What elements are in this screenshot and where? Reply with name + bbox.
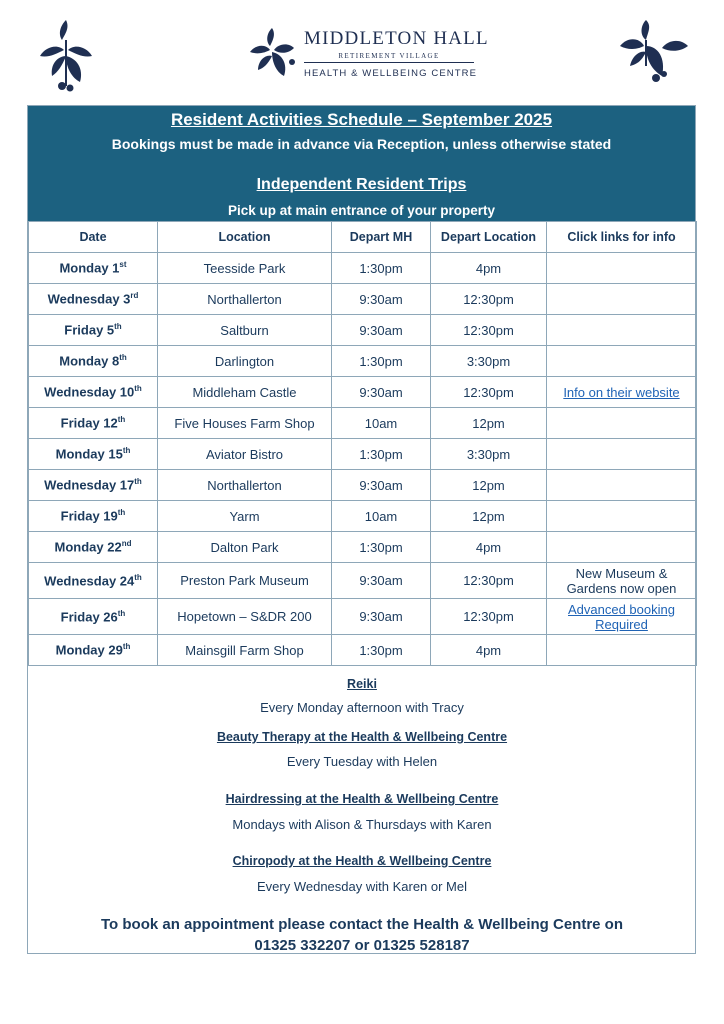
depart-mh-cell: 9:30am	[332, 563, 431, 599]
info-cell	[547, 635, 697, 666]
table-row	[29, 635, 697, 666]
table-row	[29, 470, 697, 501]
location-cell: Hopetown – S&DR 200	[158, 599, 332, 635]
date-cell: Wednesday 24th	[29, 563, 158, 599]
date-cell: Wednesday 3rd	[29, 284, 158, 315]
table-header-row	[29, 222, 697, 253]
date-cell: Wednesday 17th	[29, 470, 158, 501]
booking-contact	[28, 914, 696, 956]
reiki-text: Every Monday afternoon with Tracy	[260, 700, 464, 715]
date-cell: Monday 22nd	[29, 532, 158, 563]
depart-mh-cell: 9:30am	[332, 377, 431, 408]
column-header: Depart Location	[431, 222, 547, 253]
column-header: Location	[158, 222, 332, 253]
location-cell: Mainsgill Farm Shop	[158, 635, 332, 666]
depart-location-cell: 12pm	[431, 470, 547, 501]
info-cell	[547, 501, 697, 532]
table-row	[29, 253, 697, 284]
depart-location-cell: 12pm	[431, 408, 547, 439]
date-cell: Friday 26th	[29, 599, 158, 635]
chiropody-title: Chiropody at the Health & Wellbeing Centre	[232, 854, 492, 868]
depart-mh-cell: 9:30am	[332, 284, 431, 315]
booking-phone-numbers: 01325 332207 or 01325 528187	[254, 937, 470, 954]
info-cell	[547, 284, 697, 315]
table-row	[29, 346, 697, 377]
column-header: Depart MH	[332, 222, 431, 253]
date-cell: Monday 1st	[29, 253, 158, 284]
table-row	[29, 408, 697, 439]
depart-mh-cell: 1:30pm	[332, 439, 431, 470]
depart-mh-cell: 1:30pm	[332, 532, 431, 563]
location-cell: Teesside Park	[158, 253, 332, 284]
depart-mh-cell: 10am	[332, 408, 431, 439]
location-cell: Northallerton	[158, 284, 332, 315]
depart-location-cell: 12:30pm	[431, 599, 547, 635]
date-cell: Monday 15th	[29, 439, 158, 470]
logo	[248, 24, 489, 84]
location-cell: Dalton Park	[158, 532, 332, 563]
depart-mh-cell: 1:30pm	[332, 253, 431, 284]
location-cell: Yarm	[158, 501, 332, 532]
depart-mh-cell: 1:30pm	[332, 346, 431, 377]
depart-location-cell: 12:30pm	[431, 315, 547, 346]
table-row	[29, 439, 697, 470]
table-row	[29, 284, 697, 315]
location-cell: Middleham Castle	[158, 377, 332, 408]
table-row	[29, 532, 697, 563]
depart-mh-cell: 9:30am	[332, 315, 431, 346]
column-header: Date	[29, 222, 158, 253]
section-title: Independent Resident Trips	[256, 176, 467, 193]
trips-table	[28, 221, 697, 666]
location-cell: Preston Park Museum	[158, 563, 332, 599]
left-leaf-ornament-icon	[32, 16, 100, 92]
info-cell	[547, 408, 697, 439]
logo-name: MIDDLETON HALL	[304, 28, 489, 49]
info-cell	[547, 439, 697, 470]
reiki-title: Reiki	[347, 677, 377, 691]
booking-note: Bookings must be made in advance via Reception, unless otherwise stated	[111, 136, 612, 152]
logo-divider	[304, 62, 474, 63]
beauty-text: Every Tuesday with Helen	[286, 754, 438, 769]
depart-location-cell: 4pm	[431, 253, 547, 284]
date-cell: Wednesday 10th	[29, 377, 158, 408]
table-row	[29, 563, 697, 599]
info-cell	[547, 470, 697, 501]
logo-leaf-icon	[248, 26, 298, 78]
location-cell: Saltburn	[158, 315, 332, 346]
info-link[interactable]: Info on their website	[563, 384, 680, 400]
schedule-banner	[28, 106, 695, 221]
date-cell: Friday 5th	[29, 315, 158, 346]
depart-location-cell: 12:30pm	[431, 284, 547, 315]
depart-location-cell: 12:30pm	[431, 563, 547, 599]
logo-centre-name: HEALTH & WELLBEING CENTRE	[304, 68, 478, 79]
table-row	[29, 599, 697, 635]
date-cell: Monday 29th	[29, 635, 158, 666]
depart-location-cell: 3:30pm	[431, 346, 547, 377]
depart-location-cell: 3:30pm	[431, 439, 547, 470]
info-cell	[547, 315, 697, 346]
schedule-title: Resident Activities Schedule – September 2025	[170, 110, 553, 129]
location-cell: Darlington	[158, 346, 332, 377]
hairdressing-text: Mondays with Alison & Thursdays with Karen	[232, 817, 492, 832]
beauty-title: Beauty Therapy at the Health & Wellbeing Centre	[216, 730, 508, 744]
info-cell	[547, 377, 697, 408]
depart-location-cell: 4pm	[431, 532, 547, 563]
depart-mh-cell: 1:30pm	[332, 635, 431, 666]
info-cell	[547, 253, 697, 284]
hairdressing-title: Hairdressing at the Health & Wellbeing Centre	[225, 792, 499, 806]
chiropody-text: Every Wednesday with Karen or Mel	[256, 879, 468, 894]
depart-mh-cell: 10am	[332, 501, 431, 532]
location-cell: Northallerton	[158, 470, 332, 501]
table-row	[29, 377, 697, 408]
column-header: Click links for info	[547, 222, 697, 253]
right-leaf-ornament-icon	[616, 16, 692, 84]
info-cell: New Museum & Gardens now open	[547, 563, 697, 599]
table-row	[29, 315, 697, 346]
location-cell: Five Houses Farm Shop	[158, 408, 332, 439]
depart-location-cell: 12pm	[431, 501, 547, 532]
depart-location-cell: 12:30pm	[431, 377, 547, 408]
info-cell	[547, 532, 697, 563]
table-row	[29, 501, 697, 532]
info-cell	[547, 346, 697, 377]
logo-subtitle: RETIREMENT VILLAGE	[338, 52, 440, 60]
date-cell: Monday 8th	[29, 346, 158, 377]
pickup-note: Pick up at main entrance of your property	[227, 203, 496, 218]
info-cell	[547, 599, 697, 635]
date-cell: Friday 19th	[29, 501, 158, 532]
depart-mh-cell: 9:30am	[332, 470, 431, 501]
date-cell: Friday 12th	[29, 408, 158, 439]
booking-line-1: To book an appointment please contact the Health & Wellbeing Centre on	[101, 916, 623, 933]
depart-location-cell: 4pm	[431, 635, 547, 666]
depart-mh-cell: 9:30am	[332, 599, 431, 635]
location-cell: Aviator Bistro	[158, 439, 332, 470]
info-link[interactable]: Advanced booking Required	[568, 601, 675, 632]
